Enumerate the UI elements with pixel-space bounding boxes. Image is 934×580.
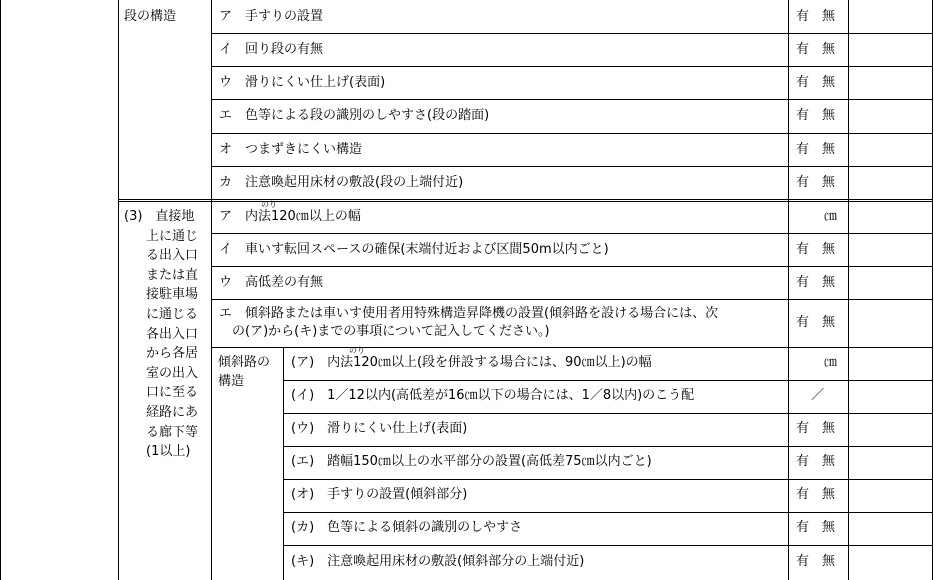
- ramp-item-width-unit[interactable]: ㎝: [824, 355, 838, 370]
- grid-line: [211, 299, 932, 300]
- steps-item-a-answer[interactable]: 有 無: [796, 9, 836, 24]
- grid-line: [211, 66, 932, 67]
- steps-item-i-answer[interactable]: 有 無: [796, 42, 836, 57]
- grid-line: [211, 266, 932, 267]
- grid-line: [118, 0, 119, 580]
- route-item-turning-space: イ 車いす転回スペースの確保(末端付近および区間50m以内ごと): [219, 242, 609, 257]
- ramp-item-handrail: (オ) 手すりの設置(傾斜部分): [291, 487, 468, 502]
- ramp-item-landing: (エ) 踏幅150㎝以上の水平部分の設置(高低差75㎝以内ごと): [291, 454, 652, 469]
- grid-line: [211, 0, 212, 580]
- route-item-ramp-installation: エ 傾斜路または車いす使用者用特殊構造昇降機の設置(傾斜路を設ける場合には、次: [219, 306, 719, 321]
- ramp-item-tactile-flooring: (キ) 注意喚起用床材の敷設(傾斜部分の上端付近): [291, 554, 585, 569]
- route-heading-line: 経路にあ: [146, 404, 199, 420]
- steps-item-a: ア 手すりの設置: [219, 9, 324, 24]
- grid-line: [211, 347, 932, 348]
- route-heading-line: 室の出入: [146, 365, 199, 381]
- width-ruby: のり: [261, 200, 277, 209]
- ramp-item-slope: (イ) 1／12以内(高低差が16㎝以下の場合には、1／8以内)のこう配: [291, 388, 695, 403]
- ramp-structure-label-line2: 構造: [218, 374, 245, 389]
- route-heading-line: 各出入口: [146, 326, 199, 342]
- grid-line: [283, 413, 932, 414]
- grid-line: [932, 0, 933, 580]
- ramp-item-landing-answer[interactable]: 有 無: [796, 454, 836, 469]
- grid-line: [211, 33, 932, 34]
- ramp-item-width: (ア) 内法120㎝以上(段を併設する場合には、90㎝以上)の幅: [291, 355, 652, 370]
- ramp-structure-label: 傾斜路の: [218, 355, 271, 370]
- route-heading-line: (3) 直接地: [124, 209, 195, 224]
- route-heading-line: に通じる: [146, 306, 199, 322]
- route-heading-line: または直: [146, 267, 199, 283]
- steps-item-ka: カ 注意喚起用床材の敷設(段の上端付近): [219, 175, 464, 190]
- route-item-turning-space-answer[interactable]: 有 無: [796, 242, 836, 257]
- grid-line: [118, 201, 932, 202]
- grid-line: [283, 545, 932, 546]
- grid-line: [283, 446, 932, 447]
- ramp-item-slope-answer[interactable]: ／: [811, 388, 825, 403]
- route-heading-line: る廊下等: [146, 424, 199, 440]
- route-item-width-unit[interactable]: ㎝: [824, 209, 838, 224]
- route-heading-line: から各居: [146, 346, 199, 362]
- grid-line: [848, 0, 849, 580]
- route-item-ramp-installation-answer[interactable]: 有 無: [796, 315, 836, 330]
- ramp-item-nonslip-answer[interactable]: 有 無: [796, 421, 836, 436]
- route-item-level-difference: ウ 高低差の有無: [219, 275, 324, 290]
- route-heading-line: (1以上): [146, 444, 191, 460]
- route-item-level-difference-answer[interactable]: 有 無: [796, 275, 836, 290]
- steps-item-e: エ 色等による段の識別のしやすさ(段の踏面): [219, 108, 490, 123]
- steps-item-ka-answer[interactable]: 有 無: [796, 175, 836, 190]
- route-heading: [124, 207, 199, 462]
- route-item-width: ア 内法120㎝以上の幅: [219, 209, 361, 224]
- route-heading-line: 口に至る: [146, 385, 199, 401]
- steps-item-o-answer[interactable]: 有 無: [796, 142, 836, 157]
- steps-item-u: ウ 滑りにくい仕上げ(表面): [219, 75, 386, 90]
- grid-line: [211, 133, 932, 134]
- steps-item-u-answer[interactable]: 有 無: [796, 75, 836, 90]
- grid-line: [118, 199, 932, 200]
- grid-line: [211, 99, 932, 100]
- grid-line: [211, 166, 932, 167]
- steps-item-i: イ 回り段の有無: [219, 42, 324, 57]
- ramp-item-handrail-answer[interactable]: 有 無: [796, 487, 836, 502]
- steps-structure-label: 段の構造: [124, 9, 177, 24]
- route-heading-line: 上に通じ: [146, 228, 199, 244]
- grid-line: [0, 0, 1, 580]
- grid-line: [283, 512, 932, 513]
- grid-line: [283, 380, 932, 381]
- grid-line: [283, 479, 932, 480]
- ramp-width-ruby: のり: [349, 346, 365, 355]
- grid-line: [211, 233, 932, 234]
- ramp-item-nonslip: (ウ) 滑りにくい仕上げ(表面): [291, 421, 468, 436]
- steps-item-o: オ つまずきにくい構造: [219, 142, 363, 157]
- ramp-item-tactile-flooring-answer[interactable]: 有 無: [796, 554, 836, 569]
- grid-line: [788, 0, 789, 580]
- route-heading-line: る出入口: [146, 248, 199, 264]
- ramp-item-color-contrast: (カ) 色等による傾斜の識別のしやすさ: [291, 520, 523, 535]
- ramp-item-color-contrast-answer[interactable]: 有 無: [796, 520, 836, 535]
- route-heading-line: 接駐車場: [146, 287, 199, 303]
- route-item-ramp-installation-cont: の(ア)から(キ)までの事項について記入してください。): [232, 324, 550, 339]
- steps-item-e-answer[interactable]: 有 無: [796, 108, 836, 123]
